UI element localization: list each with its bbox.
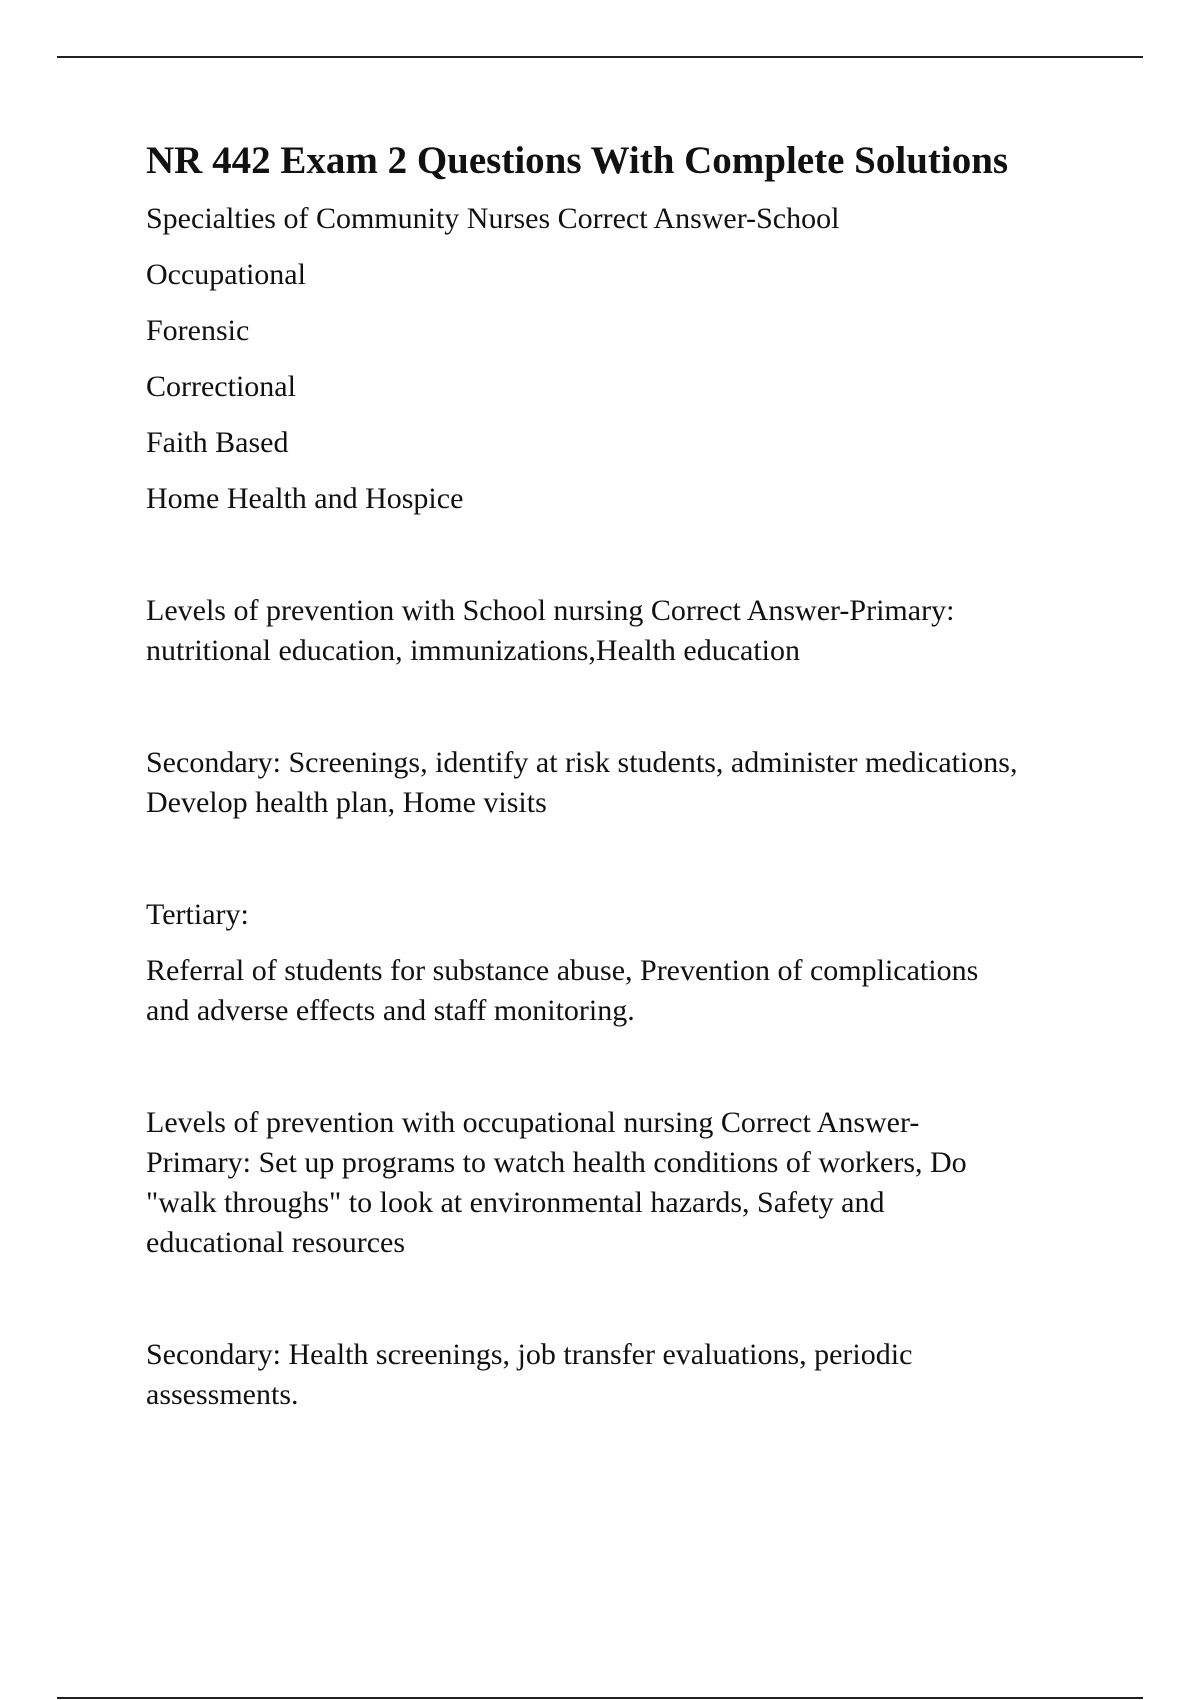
q1-question-line: Specialties of Community Nurses Correct Answer-School <box>146 201 840 235</box>
q1-answer-home-health: Home Health and Hospice <box>146 481 464 515</box>
q2-secondary-line: Secondary: Screenings, identify at risk students, administer medications, <box>146 745 1018 779</box>
q2-secondary-line: Develop health plan, Home visits <box>146 785 547 819</box>
q2-tertiary-line: and adverse effects and staff monitoring. <box>146 993 635 1027</box>
q3-primary-line: "walk throughs" to look at environmental hazards, Safety and <box>146 1185 885 1219</box>
bottom-rule <box>57 1697 1143 1699</box>
q2-primary-paragraph <box>146 591 1096 671</box>
q2-secondary-paragraph <box>146 743 1096 823</box>
q1-answer-occupational: Occupational <box>146 257 306 291</box>
document-body <box>146 140 1096 1415</box>
q2-primary-line: Levels of prevention with School nursing Correct Answer-Primary: <box>146 593 955 627</box>
document-title: NR 442 Exam 2 Questions With Complete Solutions <box>146 139 1009 182</box>
q2-primary-line: nutritional education, immunizations,Health education <box>146 633 800 667</box>
q3-primary-paragraph <box>146 1103 1096 1263</box>
q3-primary-line: Levels of prevention with occupational nursing Correct Answer- <box>146 1105 920 1139</box>
top-rule <box>57 56 1143 58</box>
q3-secondary-line: assessments. <box>146 1377 299 1411</box>
q1-answer-correctional: Correctional <box>146 369 296 403</box>
q2-tertiary-label: Tertiary: <box>146 897 249 931</box>
q3-primary-line: educational resources <box>146 1225 406 1259</box>
q3-primary-line: Primary: Set up programs to watch health conditions of workers, Do <box>146 1145 967 1179</box>
q1-answer-faith-based: Faith Based <box>146 425 289 459</box>
q1-answer-forensic: Forensic <box>146 313 250 347</box>
q2-tertiary-paragraph <box>146 951 1096 1031</box>
q3-secondary-line: Secondary: Health screenings, job transfer evaluations, periodic <box>146 1337 913 1371</box>
q2-tertiary-line: Referral of students for substance abuse, Prevention of complications <box>146 953 979 987</box>
q3-secondary-paragraph <box>146 1335 1096 1415</box>
